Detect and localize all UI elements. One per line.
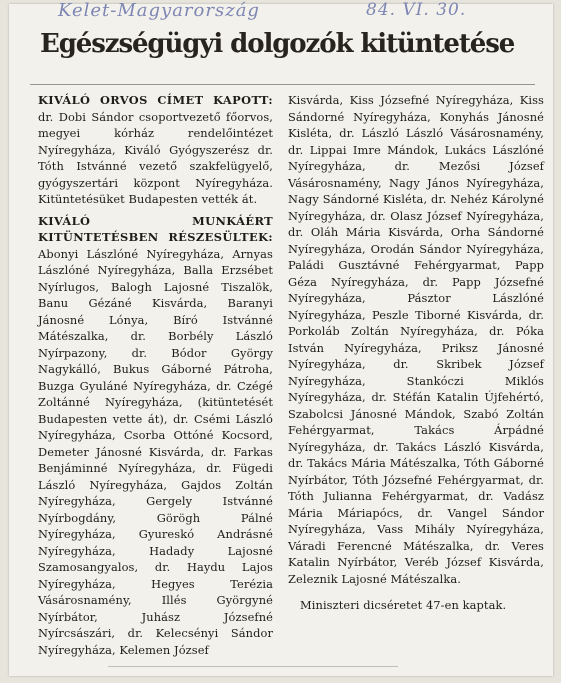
article-column-right [288, 92, 544, 614]
headline-divider [30, 84, 535, 85]
closing-line: Miniszteri dicséretet 47-en kaptak. [300, 598, 507, 612]
honoree-list-right: Kisvárda, Kiss Józsefné Nyíregyháza, Kiss Sándorné Nyíregyháza, Konyhás Jánosné Kisléta, dr. László László Vásárosnamény, dr. Lippai Imre Mándok, Lukács Lászlóné Nyíregyháza, dr. Mezősi József Vásárosnamény, Nagy János Nyíregyháza, Nagy Sándorné Kisléta, dr. Nehéz Károlyné Nyíregyháza, dr. Olasz József Nyíregyháza, dr. Oláh Mária Kisvárda, Orha Sándorné Nyíregyháza, Orodán Sándor Nyíregyháza, Paládi Gusztávné Fehérgyarmat, Papp Géza Nyíregyháza, dr. Papp Józsefné Nyíregyháza, Pásztor Lászlóné Nyíregyháza, Peszle Tiborné Kisvárda, dr. Porkoláb Zoltán Nyíregyháza, dr. Póka István Nyíregyháza, Priksz Jánosné Nyíregyháza, dr. Skribek József Nyíregyháza, Stankóczi Miklós Nyíregyháza, dr. Stéfán Katalin Újfehértó, Szabolcsi Jánosné Mándok, Szabó Zoltán Fehérgyarmat, Takács Árpádné Nyíregyháza, dr. Takács László Kisvárda, dr. Takács Mária Mátészalka, Tóth Gáborné Nyírbátor, Tóth Józsefné Fehérgyarmat, dr. Tóth Julianna Fehérgyarmat, dr. Vadász Mária Máriapócs, dr. Vangel Sándor Nyíregyháza, Vass Mihály Nyíregyháza, Váradi Ferencné Mátészalka, dr. Veres Katalin Nyírbátor, Veréb József Kisvárda, Zeleznik Lajosné Mátészalka. [288, 93, 544, 586]
honoree-list-continued [288, 92, 544, 587]
article-column-left [28, 92, 273, 658]
honoree-list-left: Abonyi Lászlóné Nyíregyháza, Arnyas Lászlóné Nyíregyháza, Balla Erzsébet Nyírlugos, Balogh Lajosné Tiszalök, Banu Gézáné Kisvárda, Baranyi Jánosné Lónya, Bíró Istvánné Mátészalka, dr. Borbély László Nyírpazony, dr. Bódor György Nagykálló, Bukus Gáborné Pátroha, Buzga Gyuláné Nyíregyháza, dr. Czégé Zoltánné Nyíregyháza, (kitüntetését Budapesten vette át), dr. Csémi László Nyíregyháza, Csorba Ottóné Kocsord, Demeter Jánosné Kisvárda, dr. Farkas Benjáminné Nyíregyháza, dr. Fügedi László Nyíregyháza, Gajdos Zoltán Nyíregyháza, Gergely Istvánné Nyírbogdány, Görögh Pálné Nyíregyháza, Gyureskó Andrásné Nyíregyháza, Hadady Lajosné Szamosangyalos, dr. Haydu Lajos Nyíregyháza, Hegyes Terézia Vásárosnamény, Illés Györgyné Nyírbátor, Juhász Józsefné Nyírcsászári, dr. Kelecsényi Sándor Nyíregyháza, Kelemen József [38, 246, 273, 657]
paragraph-kivalo-munka [28, 213, 273, 659]
handwritten-source-note: Kelet-Magyarország [58, 0, 260, 21]
section-lead-munka: KIVÁLÓ MUNKÁÉRT KITÜNTETÉSBEN RÉSZESÜLTEK: [38, 213, 273, 244]
section-text-orvos: dr. Dobi Sándor csoportvezető főorvos, megyei kórház rendelőintézet Nyíregyháza, Kiváló Gyógyszerész dr. Tóth Istvánné vezető szakfelügyelő, gyógyszertári központ Nyíregyháza. Kitüntetésüket Budapesten vették át. [38, 109, 273, 206]
article-headline: Egészségügyi dolgozók kitüntetése [40, 29, 515, 59]
handwritten-date-note: 84. VI. 30. [366, 0, 467, 20]
section-lead-orvos: KIVÁLÓ ORVOS CÍMET KAPOTT: [38, 93, 273, 107]
paragraph-orvos-cim [28, 92, 273, 208]
bottom-divider [108, 666, 398, 667]
